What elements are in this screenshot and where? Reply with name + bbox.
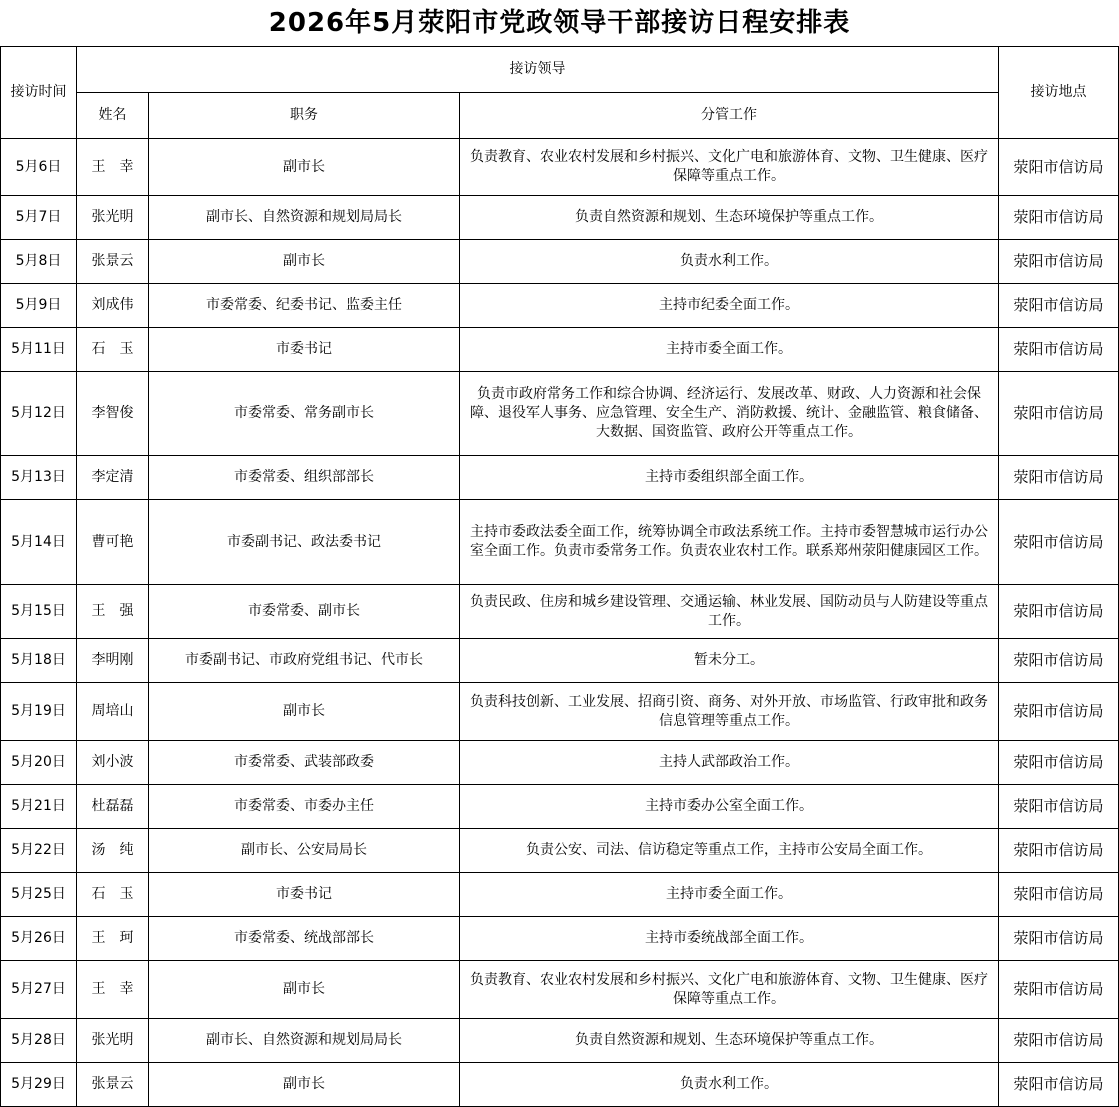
cell-name: 张景云 [77, 1063, 149, 1107]
header-name: 姓名 [77, 93, 149, 139]
cell-date: 5月29日 [1, 1063, 77, 1107]
cell-place: 荥阳市信访局 [999, 456, 1119, 500]
table-row [1, 1019, 1119, 1063]
cell-position: 市委副书记、政法委书记 [149, 500, 460, 585]
cell-duty: 主持市委办公室全面工作。 [460, 785, 999, 829]
cell-date: 5月26日 [1, 917, 77, 961]
cell-position: 副市长 [149, 240, 460, 284]
cell-place: 荥阳市信访局 [999, 240, 1119, 284]
cell-date: 5月25日 [1, 873, 77, 917]
cell-date: 5月8日 [1, 240, 77, 284]
cell-name: 杜磊磊 [77, 785, 149, 829]
header-leader-group: 接访领导 [77, 47, 999, 93]
cell-name: 王 幸 [77, 139, 149, 196]
cell-place: 荥阳市信访局 [999, 328, 1119, 372]
cell-place: 荥阳市信访局 [999, 284, 1119, 328]
table-row [1, 284, 1119, 328]
cell-date: 5月9日 [1, 284, 77, 328]
table-row [1, 639, 1119, 683]
cell-name: 石 玉 [77, 328, 149, 372]
cell-name: 张光明 [77, 1019, 149, 1063]
cell-place: 荥阳市信访局 [999, 683, 1119, 741]
cell-position: 市委书记 [149, 873, 460, 917]
cell-duty: 负责教育、农业农村发展和乡村振兴、文化广电和旅游体育、文物、卫生健康、医疗保障等重点工作。 [460, 961, 999, 1019]
schedule-table [0, 46, 1119, 1107]
cell-name: 李明刚 [77, 639, 149, 683]
cell-duty: 主持市委统战部全面工作。 [460, 917, 999, 961]
cell-name: 刘小波 [77, 741, 149, 785]
cell-duty: 主持市委全面工作。 [460, 873, 999, 917]
cell-duty: 负责水利工作。 [460, 1063, 999, 1107]
cell-duty: 负责自然资源和规划、生态环境保护等重点工作。 [460, 1019, 999, 1063]
cell-duty: 负责自然资源和规划、生态环境保护等重点工作。 [460, 196, 999, 240]
cell-duty: 负责教育、农业农村发展和乡村振兴、文化广电和旅游体育、文物、卫生健康、医疗保障等重点工作。 [460, 139, 999, 196]
table-row [1, 741, 1119, 785]
cell-position: 市委常委、副市长 [149, 585, 460, 639]
table-row [1, 917, 1119, 961]
table-row [1, 500, 1119, 585]
cell-place: 荥阳市信访局 [999, 639, 1119, 683]
cell-date: 5月18日 [1, 639, 77, 683]
cell-duty: 主持市纪委全面工作。 [460, 284, 999, 328]
cell-place: 荥阳市信访局 [999, 196, 1119, 240]
table-row [1, 196, 1119, 240]
cell-position: 副市长 [149, 139, 460, 196]
cell-name: 李智俊 [77, 372, 149, 456]
table-row [1, 829, 1119, 873]
table-row [1, 328, 1119, 372]
cell-duty: 负责公安、司法、信访稳定等重点工作，主持市公安局全面工作。 [460, 829, 999, 873]
table-row [1, 585, 1119, 639]
cell-place: 荥阳市信访局 [999, 585, 1119, 639]
cell-duty: 负责水利工作。 [460, 240, 999, 284]
cell-date: 5月14日 [1, 500, 77, 585]
cell-date: 5月11日 [1, 328, 77, 372]
table-row [1, 683, 1119, 741]
cell-duty: 主持人武部政治工作。 [460, 741, 999, 785]
cell-duty: 负责市政府常务工作和综合协调、经济运行、发展改革、财政、人力资源和社会保障、退役军人事务、应急管理、安全生产、消防救援、统计、金融监管、粮食储备、大数据、国资监管、政府公开等重点工作。 [460, 372, 999, 456]
cell-position: 市委常委、组织部部长 [149, 456, 460, 500]
table-row [1, 873, 1119, 917]
cell-duty: 主持市委全面工作。 [460, 328, 999, 372]
cell-position: 市委常委、统战部部长 [149, 917, 460, 961]
table-row [1, 372, 1119, 456]
cell-position: 市委常委、市委办主任 [149, 785, 460, 829]
header-position: 职务 [149, 93, 460, 139]
cell-date: 5月22日 [1, 829, 77, 873]
cell-duty: 暂未分工。 [460, 639, 999, 683]
cell-date: 5月7日 [1, 196, 77, 240]
table-row [1, 139, 1119, 196]
cell-duty: 负责科技创新、工业发展、招商引资、商务、对外开放、市场监管、行政审批和政务信息管理等重点工作。 [460, 683, 999, 741]
cell-position: 市委副书记、市政府党组书记、代市长 [149, 639, 460, 683]
cell-place: 荥阳市信访局 [999, 873, 1119, 917]
cell-position: 副市长 [149, 1063, 460, 1107]
cell-position: 市委书记 [149, 328, 460, 372]
cell-date: 5月12日 [1, 372, 77, 456]
cell-place: 荥阳市信访局 [999, 1019, 1119, 1063]
cell-place: 荥阳市信访局 [999, 372, 1119, 456]
cell-date: 5月6日 [1, 139, 77, 196]
table-row [1, 961, 1119, 1019]
cell-duty: 主持市委政法委全面工作，统筹协调全市政法系统工作。主持市委智慧城市运行办公室全面工作。负责市委常务工作。负责农业农村工作。联系郑州荥阳健康园区工作。 [460, 500, 999, 585]
cell-place: 荥阳市信访局 [999, 785, 1119, 829]
cell-position: 副市长、自然资源和规划局局长 [149, 196, 460, 240]
cell-name: 刘成伟 [77, 284, 149, 328]
cell-duty: 负责民政、住房和城乡建设管理、交通运输、林业发展、国防动员与人防建设等重点工作。 [460, 585, 999, 639]
cell-date: 5月28日 [1, 1019, 77, 1063]
cell-duty: 主持市委组织部全面工作。 [460, 456, 999, 500]
cell-place: 荥阳市信访局 [999, 139, 1119, 196]
cell-name: 王 强 [77, 585, 149, 639]
cell-name: 石 玉 [77, 873, 149, 917]
cell-date: 5月27日 [1, 961, 77, 1019]
cell-date: 5月20日 [1, 741, 77, 785]
cell-date: 5月21日 [1, 785, 77, 829]
cell-name: 曹可艳 [77, 500, 149, 585]
table-row [1, 785, 1119, 829]
cell-place: 荥阳市信访局 [999, 829, 1119, 873]
cell-name: 汤 纯 [77, 829, 149, 873]
cell-position: 副市长 [149, 683, 460, 741]
cell-place: 荥阳市信访局 [999, 741, 1119, 785]
cell-place: 荥阳市信访局 [999, 961, 1119, 1019]
cell-position: 副市长、公安局局长 [149, 829, 460, 873]
cell-place: 荥阳市信访局 [999, 500, 1119, 585]
cell-name: 王 幸 [77, 961, 149, 1019]
cell-name: 王 珂 [77, 917, 149, 961]
cell-name: 李定清 [77, 456, 149, 500]
cell-name: 张景云 [77, 240, 149, 284]
cell-position: 副市长、自然资源和规划局局长 [149, 1019, 460, 1063]
cell-name: 张光明 [77, 196, 149, 240]
cell-date: 5月13日 [1, 456, 77, 500]
table-row [1, 456, 1119, 500]
cell-place: 荥阳市信访局 [999, 917, 1119, 961]
cell-position: 市委常委、武装部政委 [149, 741, 460, 785]
header-time: 接访时间 [1, 47, 77, 139]
cell-place: 荥阳市信访局 [999, 1063, 1119, 1107]
schedule-rows [1, 139, 1119, 1107]
cell-date: 5月15日 [1, 585, 77, 639]
header-place: 接访地点 [999, 47, 1119, 139]
header-duty: 分管工作 [460, 93, 999, 139]
page-title: 2026年5月荥阳市党政领导干部接访日程安排表 [268, 8, 851, 38]
cell-position: 市委常委、常务副市长 [149, 372, 460, 456]
table-row [1, 240, 1119, 284]
cell-name: 周培山 [77, 683, 149, 741]
table-row [1, 1063, 1119, 1107]
cell-date: 5月19日 [1, 683, 77, 741]
cell-position: 市委常委、纪委书记、监委主任 [149, 284, 460, 328]
cell-position: 副市长 [149, 961, 460, 1019]
